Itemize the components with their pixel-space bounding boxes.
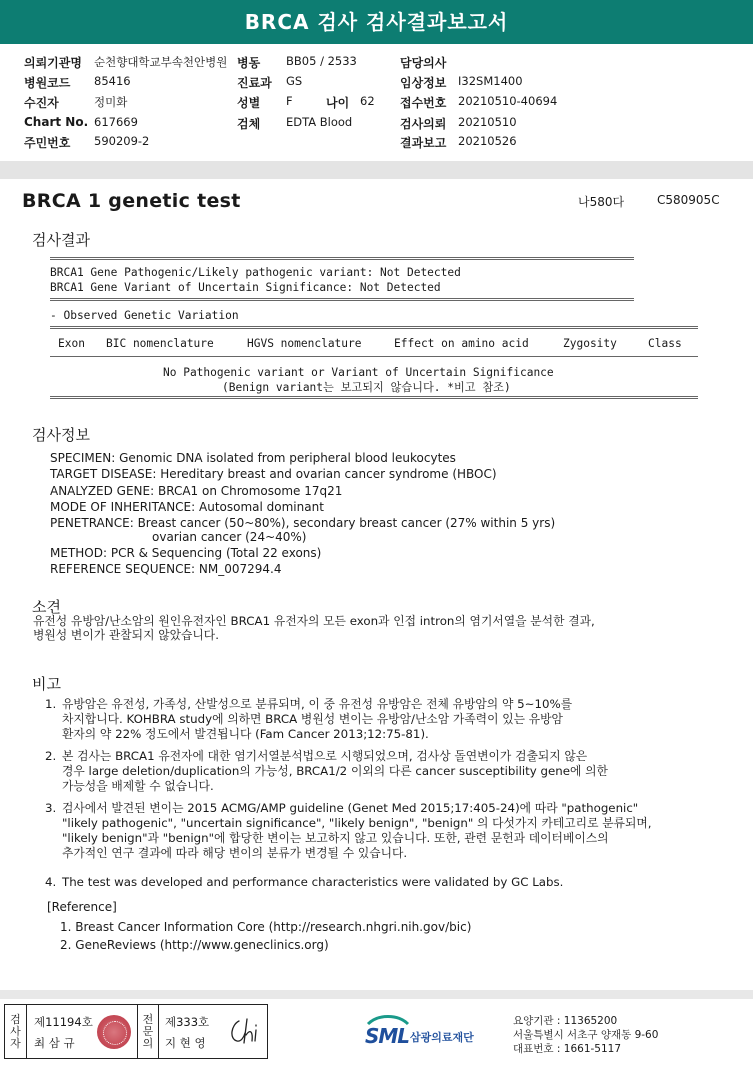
test-info-heading: 검사정보 xyxy=(32,426,90,444)
observed-variation-label: - Observed Genetic Variation xyxy=(50,309,239,322)
sex-value: F xyxy=(286,94,293,108)
specimen-label: 검체 xyxy=(237,117,261,131)
institution-label: 의뢰기관명 xyxy=(24,56,82,70)
penetrance: PENETRANCE: Breast cancer (50~80%), secondary breast cancer (27% within 5 yrs) xyxy=(50,516,556,530)
specialist-name: 지 현 영 xyxy=(165,1036,206,1050)
ward-value: BB05 / 2533 xyxy=(286,54,357,68)
clinical-info-label: 임상정보 xyxy=(400,76,447,90)
request-date-label: 검사의뢰 xyxy=(400,117,447,131)
remark-line: 차지합니다. KOHBRA study에 의하면 BRCA 병원성 변이는 유방암/난소암 가족력이 있는 유방암 xyxy=(62,712,563,726)
report-date-value: 20210526 xyxy=(458,134,517,148)
divider xyxy=(50,257,634,260)
chart-label: Chart No. xyxy=(24,115,89,129)
column-header: BIC nomenclature xyxy=(106,337,214,350)
dept-value: GS xyxy=(286,74,303,88)
column-header: HGVS nomenclature xyxy=(247,337,362,350)
sex-label: 성별 xyxy=(237,96,261,110)
lab-phone: 대표번호 : 1661-5117 xyxy=(513,1043,622,1055)
remark-line: 유방암은 유전성, 가족성, 산발성으로 분류되며, 이 중 유전성 유방암은 전체 유방암의 약 5~10%를 xyxy=(62,697,573,711)
test-title: BRCA 1 genetic test xyxy=(22,190,241,212)
benign-note: (Benign variant는 보고되지 않습니다. *비고 참조) xyxy=(222,381,511,394)
method: METHOD: PCR & Sequencing (Total 22 exons) xyxy=(50,546,322,560)
specimen-info: SPECIMEN: Genomic DNA isolated from peripheral blood leukocytes xyxy=(50,451,456,465)
remark-line: 가능성을 배제할 수 없습니다. xyxy=(62,779,214,793)
doctor-label: 담당의사 xyxy=(400,56,447,70)
request-date-value: 20210510 xyxy=(458,115,517,129)
patient-value: 정미화 xyxy=(94,95,128,109)
hospital-code-label: 병원코드 xyxy=(24,76,71,90)
column-header: Class xyxy=(648,337,682,350)
analyzed-gene: ANALYZED GENE: BRCA1 on Chromosome 17q21 xyxy=(50,484,343,498)
divider xyxy=(50,356,698,357)
column-header: Effect on amino acid xyxy=(394,337,529,350)
tester-name: 최 삼 규 xyxy=(34,1036,75,1050)
remark-line: 추가적인 연구 결과에 따라 해당 변이의 분류가 변경될 수 있습니다. xyxy=(62,846,408,860)
signature-box xyxy=(4,1004,268,1059)
column-header: Zygosity xyxy=(563,337,617,350)
specialist-column-label: 전 문 의 xyxy=(137,1005,159,1058)
target-disease: TARGET DISEASE: Hereditary breast and ovarian cancer syndrome (HBOC) xyxy=(50,467,497,481)
finding-text: 유전성 유방암/난소암의 원인유전자인 BRCA1 유전자의 모든 exon과 인접 intron의 염기서열을 분석한 결과, xyxy=(33,614,595,628)
ward-label: 병동 xyxy=(237,56,261,70)
divider xyxy=(50,298,634,301)
test-code-korean: 나580다 xyxy=(578,195,625,209)
no-variant-line: No Pathogenic variant or Variant of Uncertain Significance xyxy=(163,366,554,379)
inheritance-mode: MODE OF INHERITANCE: Autosomal dominant xyxy=(50,500,324,514)
age-value: 62 xyxy=(360,94,375,108)
penetrance-ovarian: ovarian cancer (24~40%) xyxy=(152,530,307,544)
clinical-info-value: I32SM1400 xyxy=(458,74,523,88)
footer-divider xyxy=(0,990,753,999)
divider xyxy=(50,396,698,399)
reference-link[interactable]: 2. GeneReviews (http://www.geneclinics.org) xyxy=(60,938,329,952)
tester-column-label: 검 사 자 xyxy=(5,1005,27,1058)
remark-line: 검사에서 발견된 변이는 2015 ACMG/AMP guideline (Genet Med 2015;17:405-24)에 따라 "pathogenic" xyxy=(62,801,639,815)
dept-label: 진료과 xyxy=(237,76,272,90)
sml-logo xyxy=(362,1014,502,1052)
remark-number: 4. xyxy=(45,875,57,889)
column-header: Exon xyxy=(58,337,85,350)
chart-value: 617669 xyxy=(94,115,138,129)
patient-label: 수진자 xyxy=(24,96,59,110)
divider xyxy=(50,326,698,329)
remark-number: 3. xyxy=(45,801,57,815)
report-title: BRCA 검사 검사결과보고서 xyxy=(0,0,753,44)
institution-code: 요양기관 : 11365200 xyxy=(513,1015,618,1027)
reference-link[interactable]: 1. Breast Cancer Information Core (http://research.nhgri.nih.gov/bic) xyxy=(60,920,472,934)
institution-value: 순천향대학교부속천안병원 xyxy=(94,55,228,69)
remark-line: 본 검사는 BRCA1 유전자에 대한 염기서열분석법으로 시행되었으며, 검사상 돌연변이가 검출되지 않은 xyxy=(62,749,588,763)
remark-line: "likely pathogenic", "uncertain significance", "likely benign", "benign" 의 다섯가지 카테고리로 분류되며, xyxy=(62,816,652,830)
seal-stamp xyxy=(97,1015,131,1049)
hospital-code-value: 85416 xyxy=(94,74,131,88)
reference-heading: [Reference] xyxy=(47,900,117,914)
age-label: 나이 xyxy=(326,96,350,110)
organization-name: 삼광의료재단 xyxy=(410,1031,474,1044)
vus-result: BRCA1 Gene Variant of Uncertain Significance: Not Detected xyxy=(50,281,441,294)
header-divider xyxy=(0,161,753,179)
remark-line: "likely benign"과 "benign"에 합당한 변이는 보고하지 않고 있습니다. 또한, 관련 문헌과 데이터베이스의 xyxy=(62,831,609,845)
receipt-label: 접수번호 xyxy=(400,96,447,110)
remark-line: The test was developed and performance characteristics were validated by GC Labs. xyxy=(62,875,564,889)
remark-line: 환자의 약 22% 정도에서 발견됩니다 (Fam Cancer 2013;12:75-81). xyxy=(62,727,429,741)
results-heading: 검사결과 xyxy=(32,231,90,249)
receipt-value: 20210510-40694 xyxy=(458,94,558,108)
finding-text: 병원성 변이가 관찰되지 않았습니다. xyxy=(33,628,219,642)
report-date-label: 결과보고 xyxy=(400,136,447,150)
remark-line: 경우 large deletion/duplication의 가능성, BRCA1/2 이외의 다른 cancer susceptibility gene에 의한 xyxy=(62,764,608,778)
reference-sequence: REFERENCE SEQUENCE: NM_007294.4 xyxy=(50,562,282,576)
pathogenic-result: BRCA1 Gene Pathogenic/Likely pathogenic variant: Not Detected xyxy=(50,266,461,279)
test-code: C580905C xyxy=(657,193,720,207)
remark-number: 2. xyxy=(45,749,57,763)
resident-label: 주민번호 xyxy=(24,136,71,150)
specimen-value: EDTA Blood xyxy=(286,115,353,129)
finding-heading: 소견 xyxy=(32,598,61,616)
remarks-heading: 비고 xyxy=(32,675,61,693)
resident-value: 590209-2 xyxy=(94,134,150,148)
specialist-license: 제333호 xyxy=(165,1015,210,1029)
sml-abbreviation: SML xyxy=(365,1024,410,1048)
tester-license: 제11194호 xyxy=(34,1015,93,1029)
patient-info-grid xyxy=(0,54,753,154)
remark-number: 1. xyxy=(45,697,57,711)
lab-address: 서울특별시 서초구 양재동 9-60 xyxy=(513,1029,659,1041)
signature-icon xyxy=(225,1015,263,1049)
